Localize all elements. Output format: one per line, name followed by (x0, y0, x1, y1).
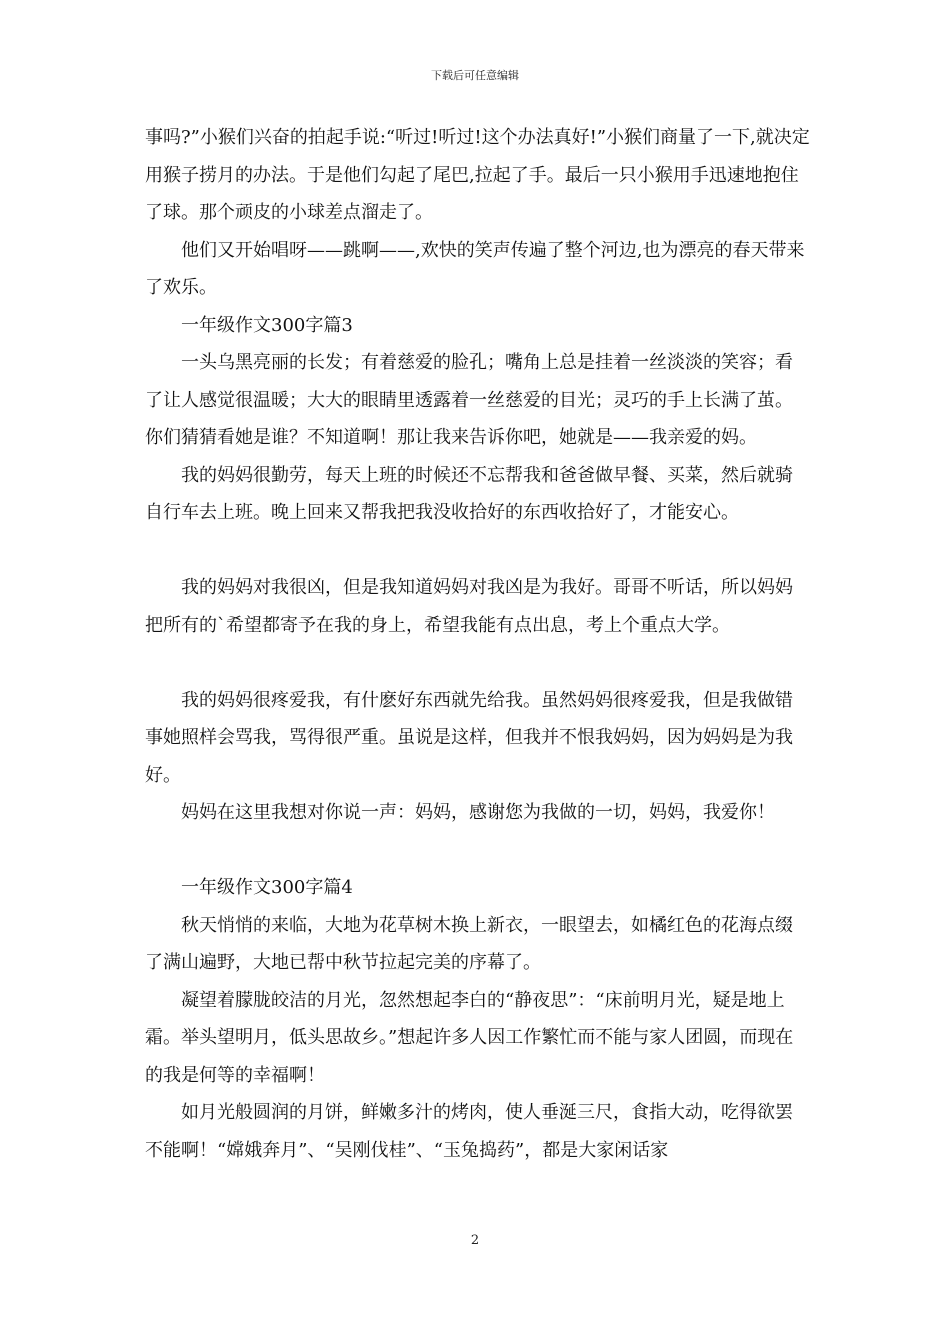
page-number: 2 (470, 1233, 480, 1248)
paragraph: 我的妈妈很勤劳，每天上班的时候还不忘帮我和爸爸做早餐、买菜，然后就骑自行车去上班。晚上回来又帮我把我没收拾好的东西收拾好了，才能安心。 (145, 464, 793, 523)
paragraph: 我的妈妈对我很凶，但是我知道妈妈对我凶是为我好。哥哥不听话，所以妈妈把所有的`希望都寄予在我的身上，希望我能有点出息，考上个重点大学。 (145, 577, 793, 636)
section-heading: 一年级作文300字篇4 (181, 877, 353, 898)
paragraph: 秋天悄悄的来临，大地为花草树木换上新衣，一眼望去，如橘红色的花海点缀了满山遍野，大地已帮中秋节拉起完美的序幕了。 (145, 914, 793, 973)
blank-line (145, 644, 810, 682)
document-body (145, 119, 810, 1169)
paragraph: 事吗?”小猴们兴奋的拍起手说:“听过!听过!这个办法真好!”小猴们商量了一下,就决定用猴子捞月的办法。于是他们勾起了尾巴,拉起了手。最后一只小猴用手迅速地抱住了球。那个顽皮的小球差点溜走了。 (145, 127, 810, 223)
paragraph: 妈妈在这里我想对你说一声：妈妈，感谢您为我做的一切，妈妈，我爱你！ (181, 802, 775, 823)
blank-line (145, 832, 810, 870)
paragraph: 一头乌黑亮丽的长发；有着慈爱的脸孔；嘴角上总是挂着一丝淡淡的笑容；看了让人感觉很温暖；大大的眼睛里透露着一丝慈爱的目光；灵巧的手上长满了茧。你们猜猜看她是谁？不知道啊！那让我来告诉你吧，她就是——我亲爱的妈。 (145, 352, 793, 448)
section-heading: 一年级作文300字篇3 (181, 314, 353, 336)
paragraph: 如月光般圆润的月饼，鲜嫩多汁的烤肉，使人垂涎三尺，食指大动，吃得欲罢不能啊！“嫦娥奔月”、“吴刚伐桂”、“玉兔捣药”，都是大家闲话家 (145, 1102, 793, 1161)
blank-line (145, 532, 810, 570)
paragraph: 我的妈妈很疼爱我，有什麽好东西就先给我。虽然妈妈很疼爱我，但是我做错事她照样会骂我，骂得很严重。虽说是这样，但我并不恨我妈妈，因为妈妈是为我好。 (145, 689, 793, 786)
paragraph: 他们又开始唱呀——跳啊——,欢快的笑声传遍了整个河边,也为漂亮的春天带来了欢乐。 (145, 239, 805, 298)
page-header: 下载后可任意编辑 (431, 69, 519, 82)
paragraph: 凝望着朦胧皎洁的月光，忽然想起李白的“静夜思”：“床前明月光，疑是地上霜。举头望明月，低头思故乡。”想起许多人因工作繁忙而不能与家人团圆，而现在的我是何等的幸福啊！ (145, 989, 794, 1086)
